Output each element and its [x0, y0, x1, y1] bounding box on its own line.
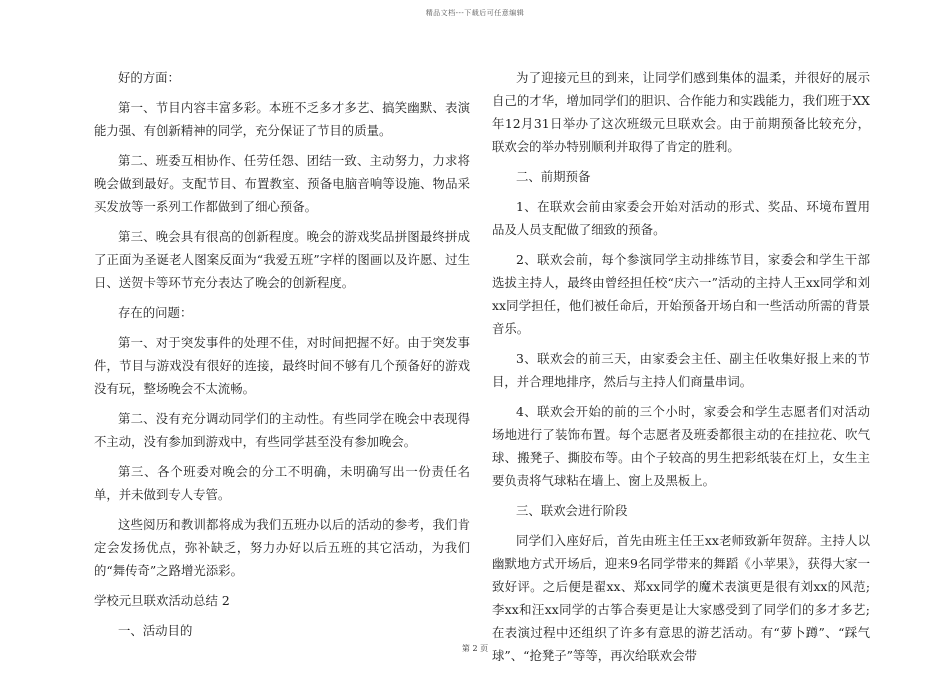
paragraph: 第一、节目内容丰富多彩。本班不乏多才多艺、搞笑幽默、表演能力强、有创新精神的同学，充分保证了节目的质量。: [94, 100, 470, 138]
paragraph: 3、联欢会的前三天，由家委会主任、副主任收集好报上来的节目，并合理地排序，然后与主持人们商量串词。: [492, 351, 870, 389]
paragraph: 同学们入座好后，首先由班主任王xx老师致新年贺辞。主持人以幽默地方式开场后，迎来9名同学带来的舞蹈《小苹果》，获得大家一致好评。之后便是翟xx、郑xx同学的魔术表演更是很有刘xx的风范;李xx和汪xx同学的古筝合奏更是让大家感受到了同学们的多才多艺;在表演过程中还组织了许多有意思的游艺活动。有“萝卜蹲”、“踩气球”、“抢凳子”等等，再次给联欢会带: [492, 533, 870, 663]
page-header: 精品文档---下载后可任意编辑: [425, 9, 525, 17]
paragraph: 好的方面：: [118, 70, 180, 85]
paragraph: 1、在联欢会前由家委会开始对活动的形式、奖品、环境布置用品及人员支配做了细致的预备。: [492, 199, 870, 237]
paragraph: 第二、班委互相协作、任劳任怨、团结一致、主动努力，力求将晚会做到最好。支配节目、布置教室、预备电脑音响等设施、物品采买发放等一系列工作都做到了细心预备。: [94, 153, 470, 214]
paragraph: 为了迎接元旦的到来，让同学们感到集体的温柔，并很好的展示自己的才华，增加同学们的胆识、合作能力和实践能力，我们班于XX年12月31日举办了这次班级元旦联欢会。由于前期预备比较充分，联欢会的举办特别顺利并取得了肯定的胜利。: [492, 70, 870, 154]
right-column: [492, 66, 870, 674]
paragraph: 三、联欢会进行阶段: [516, 503, 628, 518]
paragraph: 4、联欢会开始的前的三个小时，家委会和学生志愿者们对活动场地进行了装饰布置。每个志愿者及班委都很主动的在挂拉花、吹气球、搬凳子、撕胶布等。由个子较高的男生把彩纸装在灯上，女生主要负责将气球粘在墙上、窗上及黑板上。: [492, 404, 870, 488]
paragraph: 一、活动目的: [118, 623, 193, 638]
paragraph: 这些阅历和教训都将成为我们五班办以后的活动的参考，我们肯定会发扬优点，弥补缺乏，努力办好以后五班的其它活动，为我们的“舞传奇”之路增光添彩。: [94, 517, 470, 578]
paragraph: 学校元旦联欢活动总结 2: [94, 593, 230, 608]
paragraph: 2、联欢会前，每个参演同学主动排练节目，家委会和学生干部选拔主持人，最终由曾经担任校“庆六一”活动的主持人王xx同学和刘xx同学担任，他们被任命后，开始预备开场白和一些活动所需的背景音乐。: [492, 252, 870, 336]
left-column: [94, 66, 470, 649]
paragraph: 第三、各个班委对晚会的分工不明确，未明确写出一份责任名单，并未做到专人专管。: [94, 464, 470, 502]
paragraph: 存在的问题：: [118, 305, 193, 320]
page-number: 第 2 页: [461, 644, 489, 653]
paragraph: 第一、对于突发事件的处理不佳，对时间把握不好。由于突发事件，节目与游戏没有很好的连接，最终时间不够有几个预备好的游戏没有玩，整场晚会不太流畅。: [94, 335, 470, 396]
paragraph: 第二、没有充分调动同学们的主动性。有些同学在晚会中表现得不主动，没有参加到游戏中，有些同学甚至没有参加晚会。: [94, 411, 470, 449]
paragraph: 第三、晚会具有很高的创新程度。晚会的游戏奖品拼图最终拼成了正面为圣诞老人图案反面为“我爱五班”字样的图画以及许愿、过生日、送贺卡等环节充分表达了晚会的创新程度。: [94, 229, 470, 290]
paragraph: 二、前期预备: [516, 169, 591, 184]
